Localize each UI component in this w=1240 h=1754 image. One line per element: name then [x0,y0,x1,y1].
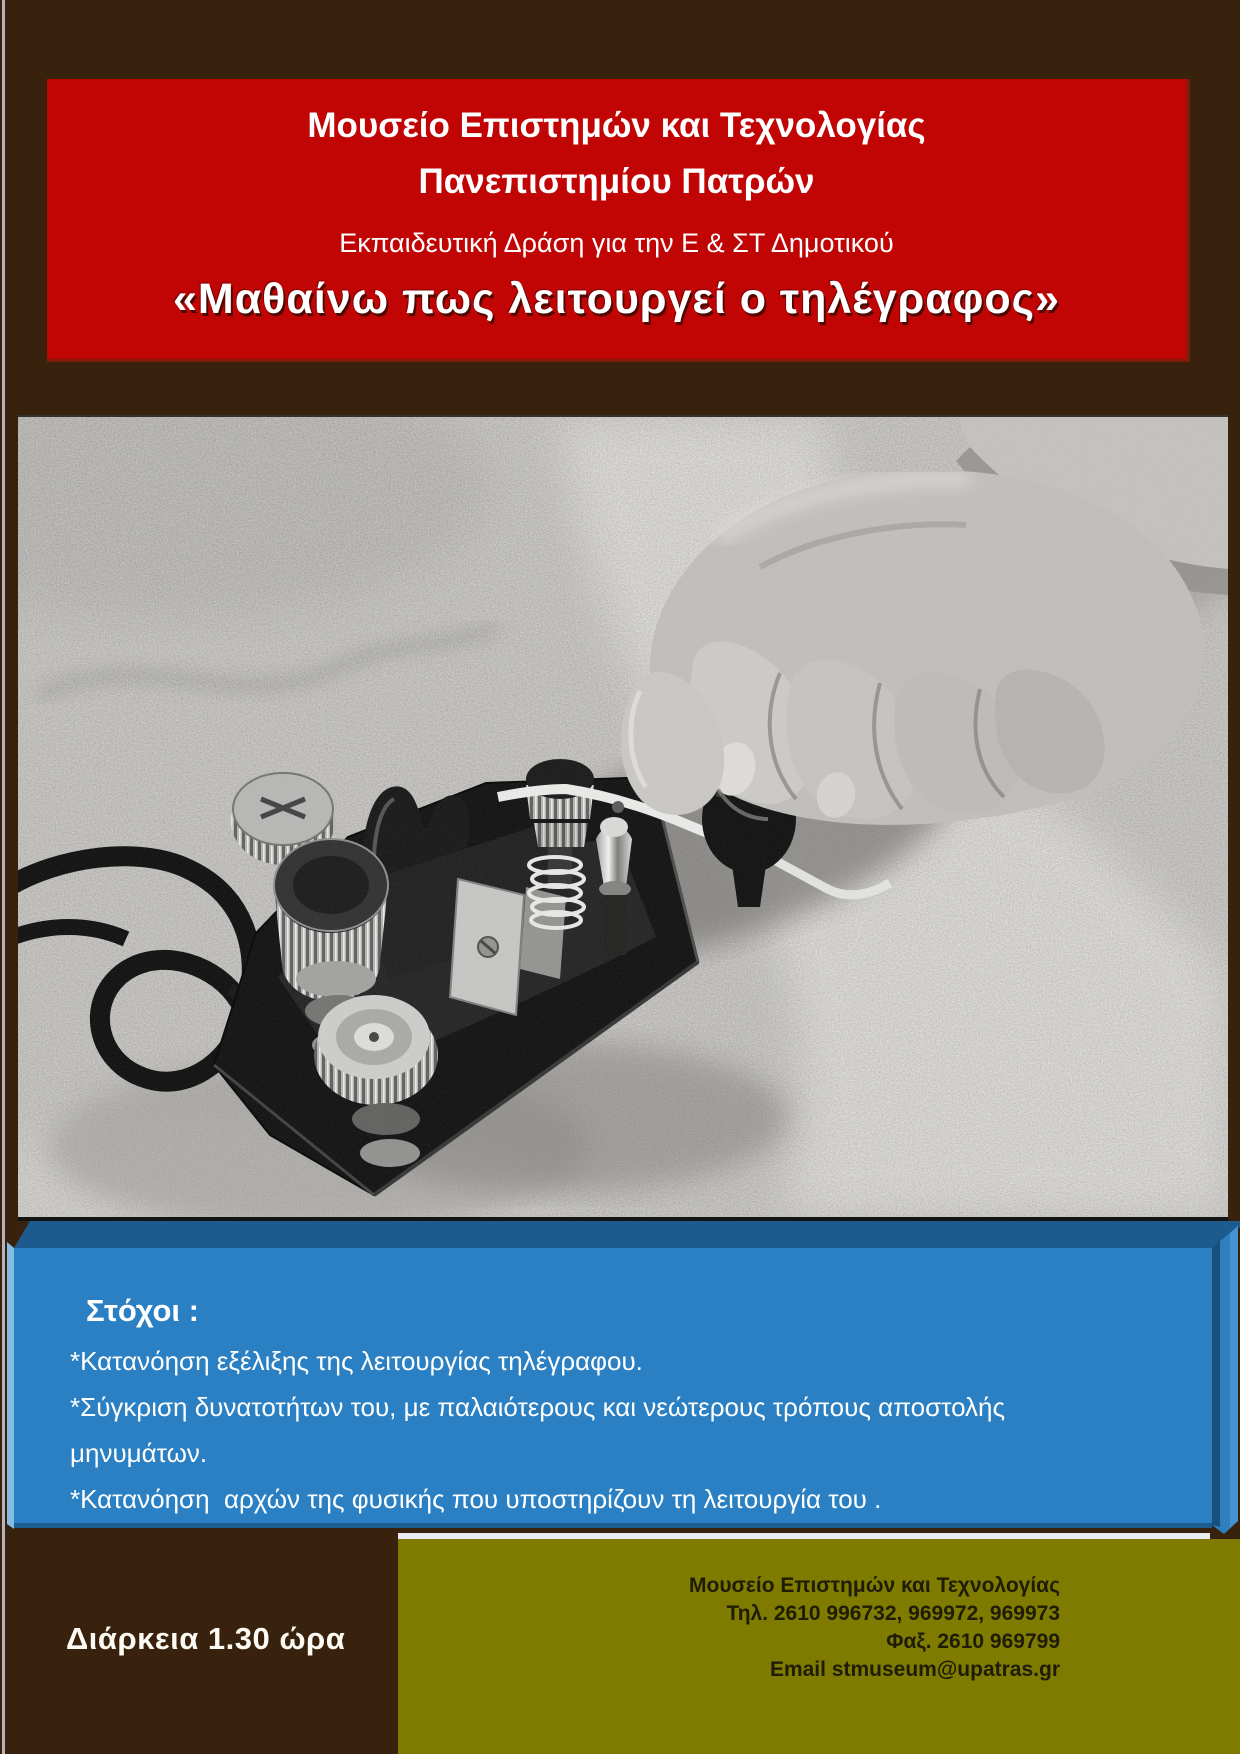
banner-subtitle: Εκπαιδευτική Δράση για την Ε & ΣΤ Δημοτικού [339,228,894,258]
goal-item: *Σύγκριση δυνατοτήτων του, με παλαιότερους και νεώτερους τρόπους αποστολής [70,1392,1006,1422]
contact-block [689,1572,1060,1684]
contact-phone: Τηλ. 2610 996732, 969972, 969973 [726,1602,1060,1625]
telegraph-photo [18,415,1228,1221]
goals-heading: Στόχοι : [86,1293,199,1328]
telegraph-photo-illustration [18,417,1228,1217]
goal-item-wrap: μηνυμάτων. [70,1438,208,1468]
banner [47,79,1190,362]
goal-item: *Κατανόηση αρχών της φυσικής που υποστηρίζουν τη λειτουργία του . [70,1484,882,1514]
banner-title-line1: Μουσείο Επιστημών και Τεχνολογίας [307,106,926,145]
duration-label: Διάρκεια 1.30 ώρα [66,1621,346,1656]
banner-title-line2: Πανεπιστημίου Πατρών [418,162,815,201]
goal-item: *Κατανόηση εξέλιξης της λειτουργίας τηλέγραφου. [70,1346,643,1376]
goals-box [0,1221,1240,1535]
contact-fax: Φαξ. 2610 969799 [886,1630,1060,1653]
banner-headline: «Μαθαίνω πως λειτουργεί ο τηλέγραφος» [173,275,1060,323]
contact-email: Email stmuseum@upatras.gr [769,1658,1060,1681]
footer [0,1535,1240,1754]
contact-museum-name: Μουσείο Επιστημών και Τεχνολογίας [689,1574,1060,1597]
